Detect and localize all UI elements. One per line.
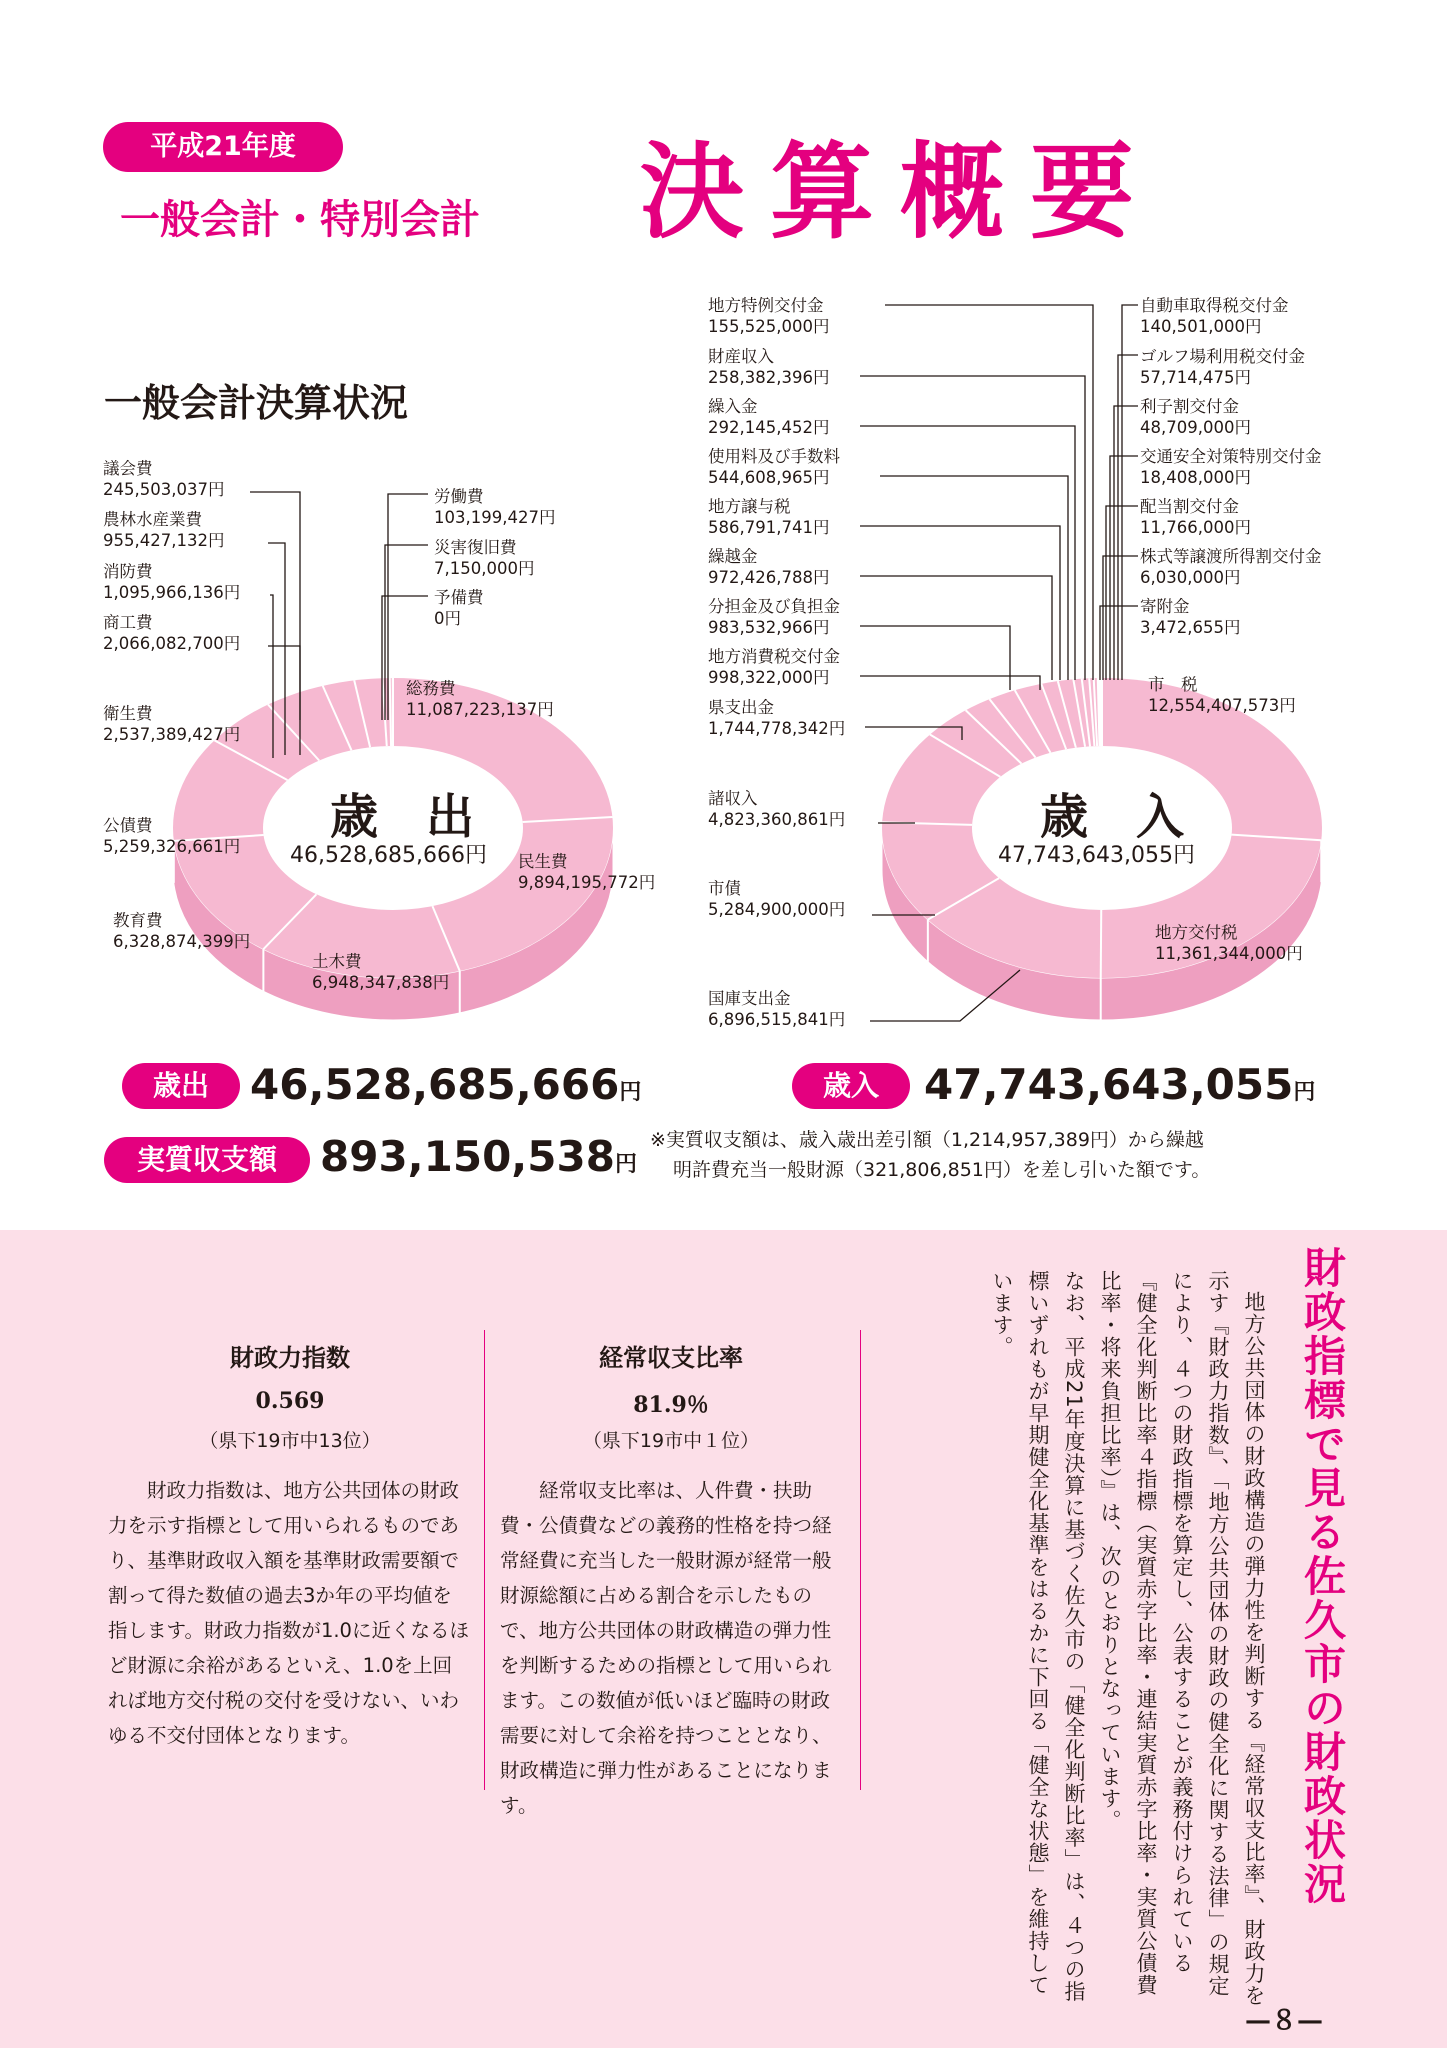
expense-label: 土木費 6,948,347,838円 bbox=[312, 952, 450, 992]
revenue-label: 財産収入 258,382,396円 bbox=[708, 347, 830, 387]
page-number: —８— bbox=[1245, 2006, 1324, 2036]
column-divider bbox=[860, 1330, 861, 1790]
expense-label: 総務費 11,087,223,137円 bbox=[406, 679, 554, 719]
leader-line-8 bbox=[860, 376, 1085, 680]
slice-boundary-2 bbox=[1101, 910, 1102, 978]
revenue-label: ゴルフ場利用税交付金 57,714,475円 bbox=[1140, 347, 1305, 387]
header-subtitle: 一般会計・特別会計 bbox=[120, 197, 480, 243]
ordinary-ratio-heading: 経常収支比率 bbox=[599, 1344, 743, 1372]
revenue-label: 利子割交付金 48,709,000円 bbox=[1140, 397, 1251, 437]
indicators-vertical-title: 財政指標で見る佐久市の財政状況 bbox=[1298, 1246, 1347, 1906]
expense-label: 教育費 6,328,874,399円 bbox=[113, 911, 251, 951]
expense-label: 衛生費 2,537,389,427円 bbox=[103, 704, 241, 744]
leader-line-13 bbox=[860, 626, 1010, 690]
expense-center-total: 46,528,685,666円 bbox=[290, 843, 487, 868]
revenue-label: 配当割交付金 11,766,000円 bbox=[1140, 497, 1251, 537]
slice-boundary-10 bbox=[390, 678, 391, 746]
revenue-label: 国庫支出金 6,896,515,841円 bbox=[708, 989, 846, 1029]
revenue-center-title: 歳 入 bbox=[1040, 789, 1185, 845]
leader-line-12 bbox=[860, 576, 1052, 680]
revenue-label: 自動車取得税交付金 140,501,000円 bbox=[1140, 296, 1289, 336]
expense-label: 公債費 5,259,326,661円 bbox=[103, 816, 241, 856]
revenue-label: 地方譲与税 586,791,741円 bbox=[708, 497, 830, 537]
expense-label: 消防費 1,095,966,136円 bbox=[103, 562, 241, 602]
fiscal-power-rank: （県下19市中13位） bbox=[199, 1430, 381, 1452]
balance-note-line1: ※実質収支額は、歳入歳出差引額（1,214,957,389円）から繰越 bbox=[650, 1129, 1204, 1151]
expense-center-title: 歳 出 bbox=[330, 789, 475, 845]
leader-line-19 bbox=[1122, 305, 1138, 680]
revenue-label: 繰入金 292,145,452円 bbox=[708, 397, 830, 437]
expense-label: 農林水産業費 955,427,132円 bbox=[103, 510, 225, 550]
fiscal-power-body: 財政力指数は、地方公共団体の財政力を示す指標として用いられるものであり、基準財政収入額を基準財政需要額で割って得た数値の過去3か年の平均値を指します。財政力指数が1.0に近くなるほど財源に余裕があるといえ、1.0を上回れば地方交付税の交付を受けない、いわゆる不交付団体となります。 bbox=[108, 1479, 469, 1747]
revenue-label: 地方特例交付金 155,525,000円 bbox=[708, 296, 830, 336]
indicators-intro: 地方公共団体の財政構造の弾力性を判断する『経常収支比率』、財政力を示す『財政力指数』、「地方公共団体の財政の健全化に関する法律」の規定により、４つの財政指標を算定し、公表することが義務付けられている『健全化判断比率４指標（実質赤字比率・連結実質赤字比率・実質公債費比率・将来負担比率）』は、次のとおりとなっています。 なお、平成21年度決算に基づく佐久市の「健全化判断比率」は、４つの指標いずれもが早期健全化基準をはるかに下回る「健全な状態」を維持しています。 bbox=[990, 1270, 1266, 2007]
expense-label: 商工費 2,066,082,700円 bbox=[103, 613, 241, 653]
revenue-label: 地方消費税交付金 998,322,000円 bbox=[708, 647, 840, 687]
revenue-label: 諸収入 4,823,360,861円 bbox=[708, 789, 846, 829]
ordinary-ratio-rank: （県下19市中１位） bbox=[582, 1430, 760, 1452]
expense-label: 民生費 9,894,195,772円 bbox=[518, 852, 656, 892]
revenue-center-total: 47,743,643,055円 bbox=[998, 843, 1195, 868]
expense-total: 46,528,685,666円 bbox=[250, 1060, 642, 1109]
expense-label: 災害復旧費 7,150,000円 bbox=[434, 538, 535, 578]
leader-line-10 bbox=[880, 476, 1068, 680]
revenue-label: 市債 5,284,900,000円 bbox=[708, 879, 846, 919]
year-badge: 平成21年度 bbox=[103, 122, 343, 172]
section-title: 一般会計決算状況 bbox=[104, 381, 409, 425]
revenue-label: 交通安全対策特別交付金 18,408,000円 bbox=[1140, 447, 1322, 487]
fiscal-power-heading: 財政力指数 bbox=[230, 1344, 350, 1372]
revenue-label: 分担金及び負担金 983,532,966円 bbox=[708, 597, 840, 637]
revenue-label: 繰越金 972,426,788円 bbox=[708, 547, 830, 587]
expense-label: 労働費 103,199,427円 bbox=[434, 487, 556, 527]
leader-line-9 bbox=[860, 426, 1075, 680]
revenue-label: 地方交付税 11,361,344,000円 bbox=[1155, 923, 1303, 963]
expense-label: 予備費 0円 bbox=[434, 588, 484, 628]
expense-badge: 歳出 bbox=[122, 1063, 240, 1109]
revenue-badge: 歳入 bbox=[792, 1063, 910, 1109]
page-title: 決算概要 bbox=[640, 130, 1161, 253]
indicators-panel bbox=[0, 1230, 1447, 2048]
balance-note-line2: 明許費充当一般財源（321,806,851円）を差し引いた額です。 bbox=[673, 1159, 1211, 1181]
revenue-total: 47,743,643,055円 bbox=[924, 1060, 1316, 1109]
column-divider bbox=[484, 1330, 485, 1790]
leader-line-14 bbox=[860, 676, 1040, 690]
fiscal-power-value: 0.569 bbox=[255, 1388, 325, 1414]
expense-label: 議会費 245,503,037円 bbox=[103, 459, 225, 499]
leader-line-11 bbox=[860, 526, 1060, 680]
revenue-label: 県支出金 1,744,778,342円 bbox=[708, 698, 846, 738]
ordinary-ratio-body: 経常収支比率は、人件費・扶助費・公債費などの義務的性格を持つ経常経費に充当した一般財源が経常一般財源総額に占める割合を示したもので、地方公共団体の財政構造の弾力性を判断するための指標として用いられます。この数値が低いほど臨時の財政需要に対して余裕を持つこととなり、財政構造に弾力性があることになります。 bbox=[500, 1479, 832, 1817]
balance-badge: 実質収支額 bbox=[104, 1137, 310, 1183]
revenue-label: 株式等譲渡所得割交付金 6,030,000円 bbox=[1140, 547, 1322, 587]
revenue-label: 寄附金 3,472,655円 bbox=[1140, 597, 1241, 637]
leader-line-24 bbox=[1103, 556, 1138, 680]
balance-total: 893,150,538円 bbox=[320, 1132, 637, 1181]
ordinary-ratio-value: 81.9％ bbox=[633, 1392, 709, 1418]
revenue-label: 使用料及び手数料 544,608,965円 bbox=[708, 447, 840, 487]
leader-line-7 bbox=[885, 305, 1093, 680]
leader-line-20 bbox=[1118, 355, 1138, 680]
revenue-label: 市 税 12,554,407,573円 bbox=[1148, 675, 1296, 715]
